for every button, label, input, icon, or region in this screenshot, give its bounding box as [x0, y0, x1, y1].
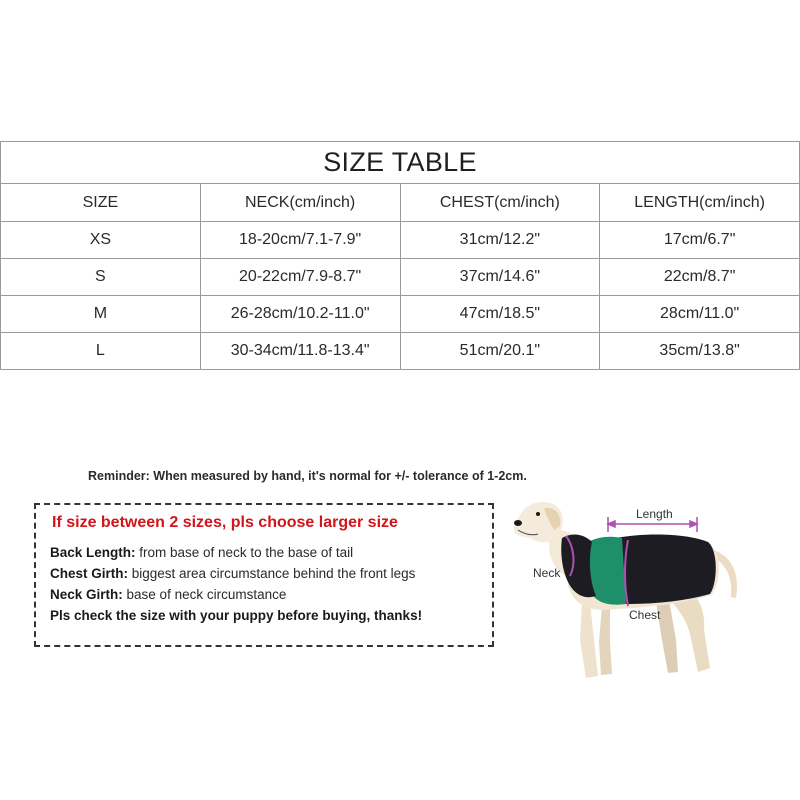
size-cell: L	[1, 333, 201, 370]
length-cell: 22cm/8.7"	[600, 259, 800, 296]
chest-girth-note	[50, 566, 415, 581]
neck-cell: 30-34cm/11.8-13.4"	[200, 333, 400, 370]
length-cell: 35cm/13.8"	[600, 333, 800, 370]
header-size: SIZE	[1, 184, 201, 222]
neck-cell: 20-22cm/7.9-8.7"	[200, 259, 400, 296]
header-chest: CHEST(cm/inch)	[400, 184, 600, 222]
chest-cell: 37cm/14.6"	[400, 259, 600, 296]
table-row	[1, 222, 800, 259]
length-cell: 28cm/11.0"	[600, 296, 800, 333]
table-title: SIZE TABLE	[1, 142, 800, 184]
chest-girth-label: Chest Girth:	[50, 566, 129, 581]
length-cell: 17cm/6.7"	[600, 222, 800, 259]
back-length-note	[50, 545, 353, 560]
table-row	[1, 333, 800, 370]
chest-cell: 47cm/18.5"	[400, 296, 600, 333]
measurement-reminder: Reminder: When measured by hand, it's normal for +/- tolerance of 1-2cm.	[88, 469, 527, 483]
size-cell: M	[1, 296, 201, 333]
dog-front-leg	[580, 602, 598, 678]
neck-cell: 26-28cm/10.2-11.0"	[200, 296, 400, 333]
dog-hind-leg-far	[656, 594, 678, 673]
length-label: Length	[636, 507, 673, 521]
chest-cell: 31cm/12.2"	[400, 222, 600, 259]
neck-girth-note	[50, 587, 286, 602]
back-length-text: from base of neck to the base of tail	[135, 545, 354, 560]
table-row	[1, 296, 800, 333]
header-neck: NECK(cm/inch)	[200, 184, 400, 222]
neck-girth-text: base of neck circumstance	[122, 587, 287, 602]
size-advice-heading: If size between 2 sizes, pls choose larger size	[52, 514, 398, 531]
chest-girth-text: biggest area circumstance behind the front legs	[128, 566, 416, 581]
neck-girth-label: Neck Girth:	[50, 587, 123, 602]
dog-nose	[514, 520, 522, 526]
chest-cell: 51cm/20.1"	[400, 333, 600, 370]
check-size-note: Pls check the size with your puppy before buying, thanks!	[50, 608, 423, 623]
size-table	[0, 141, 800, 370]
dog-measurement-diagram	[500, 490, 800, 690]
size-notes-box	[34, 503, 494, 647]
neck-label: Neck	[533, 566, 561, 580]
size-cell: S	[1, 259, 201, 296]
back-length-label: Back Length:	[50, 545, 136, 560]
table-row	[1, 259, 800, 296]
neck-cell: 18-20cm/7.1-7.9"	[200, 222, 400, 259]
coat-black-body	[616, 535, 716, 604]
size-cell: XS	[1, 222, 201, 259]
chest-label: Chest	[629, 608, 661, 622]
header-length: LENGTH(cm/inch)	[600, 184, 800, 222]
dog-front-leg-far	[599, 606, 612, 675]
dog-eye	[536, 512, 540, 516]
table-header-row	[1, 184, 800, 222]
